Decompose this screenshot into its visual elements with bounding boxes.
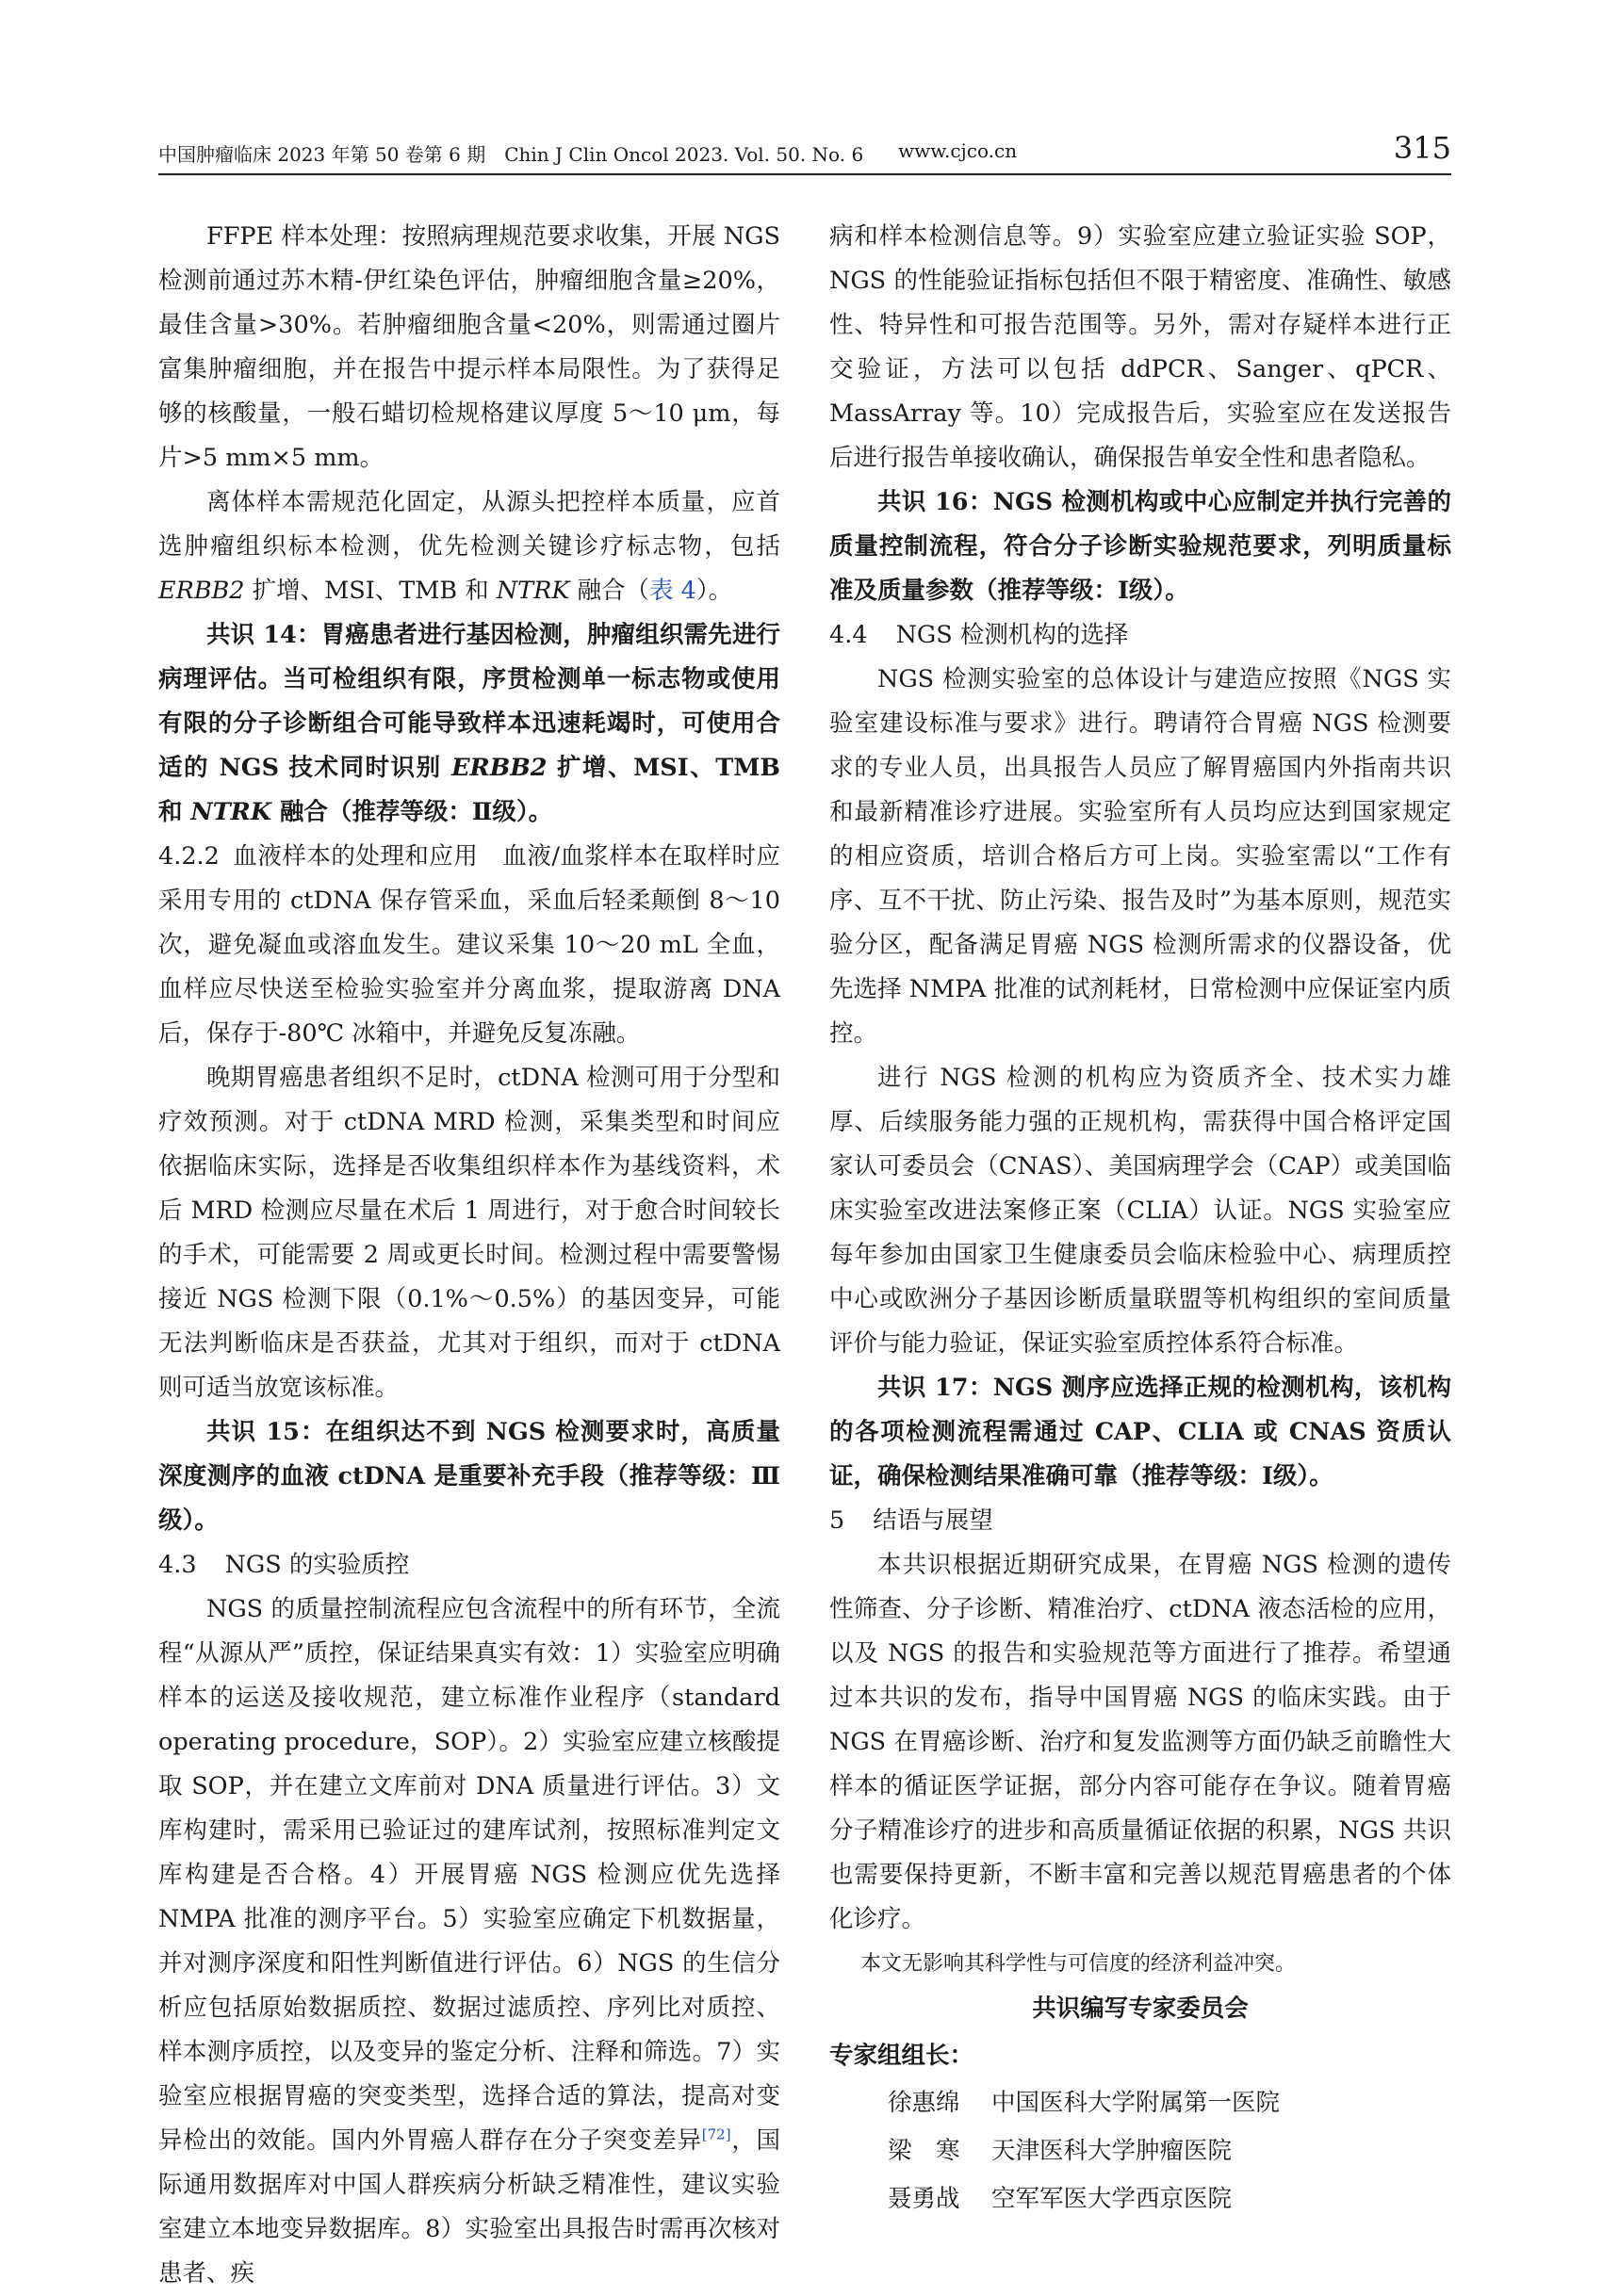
- table-4-link[interactable]: 表 4: [649, 577, 696, 605]
- gene-name: ERBB2: [158, 577, 245, 605]
- section-4-3-heading: [158, 1543, 780, 1588]
- text-run: 融合（: [569, 577, 650, 605]
- qc-paragraph: [158, 1588, 780, 2296]
- lab-design-paragraph: NGS 检测实验室的总体设计与建造应按照《NGS 实验室建设标准与要求》进行。聘请符合胃癌 NGS 检测要求的专业人员，出具报告人员应了解胃癌国内外指南共识和最新精准诊疗进展。实验室所有人员均应达到国家规定的相应资质，培训合格后方可上岗。实验室需以“工作有序、互不干扰、防止污染、报告及时”为基本原则，规范实验分区，配备满足胃癌 NGS 检测所需求的仪器设备，优先选择 NMPA 批准的试剂耗材，日常检测中应保证室内质控。: [829, 665, 1451, 1048]
- section-number: 4.4: [829, 621, 868, 649]
- ctdna-paragraph: 晚期胃癌患者组织不足时，ctDNA 检测可用于分型和疗效预测。对于 ctDNA MRD 检测，采集类型和时间应依据临床实际，选择是否收集组织样本作为基线资料，术后 MRD 检测应尽量在术后 1 周进行，对于愈合时间较长的手术，可能需要 2 周或更长时间。检测过程中需要警惕接近 NGS 检测下限（0.1%～0.5%）的基因变异，可能无法判断临床是否获益，尤其对于组织，而对于 ctDNA 则可适当放宽该标准。: [158, 1064, 780, 1402]
- group-leader-label: 专家组组长：: [829, 2042, 974, 2070]
- gene-name: NTRK: [496, 577, 570, 605]
- text-run: ）。: [695, 577, 733, 605]
- section-4-4-heading: [829, 613, 1451, 658]
- text-run: 离体样本需规范化固定，从源头把控样本质量，应首选肿瘤组织标本检测，优先检测关键诊疗标志物，包括: [158, 488, 780, 561]
- page-number: 315: [1393, 130, 1451, 166]
- member-org: 空军军医大学西京医院: [991, 2185, 1233, 2213]
- consensus-14: [158, 613, 780, 835]
- header-rule: [158, 173, 1451, 175]
- journal-url[interactable]: www.cjco.cn: [898, 139, 1018, 162]
- section-title: 结语与展望: [873, 1506, 993, 1535]
- section-number: 5: [829, 1506, 845, 1535]
- left-column: [158, 215, 780, 2296]
- text-run: 扩增、MSI、TMB 和: [244, 577, 497, 605]
- section-title: NGS 的实验质控: [224, 1551, 410, 1579]
- section-text: 血液/血浆样本在取样时应采用专用的 ctDNA 保存管采血，采血后轻柔颠倒 8～10 次，避免凝血或溶血发生。建议采集 10～20 mL 全血，血样应尽快送至检验实验室并分离血浆，提取游离 DNA 后，保存于-80℃ 冰箱中，并避免反复冻融。: [158, 842, 780, 1048]
- member-row: [829, 2175, 1451, 2223]
- committee-title: 共识编写专家委员会: [1032, 1995, 1249, 2023]
- conclusion-paragraph: 本共识根据近期研究成果，在胃癌 NGS 检测的遗传性筛查、分子诊断、精准治疗、ctDNA 液态活检的应用，以及 NGS 的报告和实验规范等方面进行了推荐。希望通过本共识的发布，指导中国胃癌 NGS 的临床实践。由于 NGS 在胃癌诊断、治疗和复发监测等方面仍缺乏前瞻性大样本的循证医学证据，部分内容可能存在争议。随着胃癌分子精准诊疗的进步和高质量循证依据的积累，NGS 共识也需要保持更新，不断丰富和完善以规范胃癌患者的个体化诊疗。: [829, 1551, 1451, 1933]
- consensus-17: 共识 17：NGS 测序应选择正规的检测机构，该机构的各项检测流程需通过 CAP、CLIA 或 CNAS 资质认证，确保检测结果准确可靠（推荐等级：Ⅰ级）。: [829, 1374, 1451, 1490]
- reference-72[interactable]: [72]: [701, 2125, 731, 2143]
- gene-name: NTRK: [190, 798, 272, 826]
- journal-citation: 中国肿瘤临床 2023 年第 50 卷第 6 期 Chin J Clin Oncol 2023. Vol. 50. No. 6: [158, 143, 864, 166]
- section-4-2-2: [158, 835, 780, 1056]
- qc-continued-paragraph: 病和样本检测信息等。9）实验室应建立验证实验 SOP，NGS 的性能验证指标包括但不限于精密度、准确性、敏感性、特异性和可报告范围等。另外，需对存疑样本进行正交验证，方法可以包括 ddPCR、Sanger、qPCR、MassArray 等。10）完成报告后，实验室应在发送报告后进行报告单接收确认，确保报告单安全性和患者隐私。: [829, 222, 1451, 472]
- conflict-of-interest: 本文无影响其科学性与可信度的经济利益冲突。: [860, 1952, 1297, 1976]
- member-list: [829, 2079, 1451, 2223]
- member-name: 梁 寒: [888, 2137, 960, 2165]
- consensus-16: 共识 16：NGS 检测机构或中心应制定并执行完善的质量控制流程，符合分子诊断实验规范要求，列明质量标准及质量参数（推荐等级：Ⅰ级）。: [829, 488, 1451, 605]
- member-name: 聂勇战: [888, 2185, 960, 2213]
- ffpe-paragraph: FFPE 样本处理：按照病理规范要求收集，开展 NGS 检测前通过苏木精-伊红染色评估，肿瘤细胞含量≥20%，最佳含量>30%。若肿瘤细胞含量<20%，则需通过圈片富集肿瘤细胞，并在报告中提示样本局限性。为了获得足够的核酸量，一般石蜡切检规格建议厚度 5～10 μm，每片>5 mm×5 mm。: [158, 222, 780, 472]
- gene-name: ERBB2: [451, 754, 548, 782]
- right-column: [829, 215, 1451, 2223]
- section-number: 4.2.2: [158, 842, 220, 871]
- consensus-15: 共识 15：在组织达不到 NGS 检测要求时，高质量深度测序的血液 ctDNA 是重要补充手段（推荐等级：Ⅲ级）。: [158, 1418, 780, 1535]
- running-header: [158, 130, 1451, 168]
- specimen-paragraph: [158, 480, 780, 613]
- text-run: 共识 14：胃癌患者进行基因检测，肿瘤组织需先进行病理评估。当可检组织有限，序贯检测单一标志物或使用有限的分子诊断组合可能导致样本迅速耗竭时，可使用合适的 NGS 技术同时识别: [158, 621, 780, 782]
- member-name: 徐惠绵: [888, 2089, 960, 2117]
- institution-paragraph: 进行 NGS 检测的机构应为资质齐全、技术实力雄厚、后续服务能力强的正规机构，需获得中国合格评定国家认可委员会（CNAS）、美国病理学会（CAP）或美国临床实验室改进法案修正案（CLIA）认证。NGS 实验室应每年参加由国家卫生健康委员会临床检验中心、病理质控中心或欧洲分子基因诊断质量联盟等机构组织的室间质量评价与能力验证，保证实验室质控体系符合标准。: [829, 1064, 1451, 1358]
- member-org: 中国医科大学附属第一医院: [991, 2089, 1281, 2117]
- section-number: 4.3: [158, 1551, 197, 1579]
- member-org: 天津医科大学肿瘤医院: [991, 2137, 1233, 2165]
- text-run: NGS 的质量控制流程应包含流程中的所有环节，全流程“从源从严”质控，保证结果真实有效：1）实验室应明确样本的运送及接收规范，建立标准作业程序（standard operating procedure，SOP）。2）实验室应建立核酸提取 SOP，并在建立文库前对 DNA 质量进行评估。3）文库构建时，需采用已验证过的建库试剂，按照标准判定文库构建是否合格。4）开展胃癌 NGS 检测应优先选择 NMPA 批准的测序平台。5）实验室应确定下机数据量，并对测序深度和阳性判断值进行评估。6）NGS 的生信分析应包括原始数据质控、数据过滤质控、序列比对质控、样本测序质控，以及变异的鉴定分析、注释和筛选。7）实验室应根据胃癌的突变类型，选择合适的算法，提高对变异检出的效能。国内外胃癌人群存在分子突变差异: [158, 1595, 780, 2155]
- text-run: 融合（推荐等级：Ⅱ级）。: [271, 798, 553, 826]
- text-run: 扩增、MSI、TMB 和: [158, 754, 780, 826]
- member-row: [829, 2127, 1451, 2175]
- text-run: ，国际通用数据库对中国人群疾病分析缺乏精准性，建议实验室建立本地变异数据库。8）实验室出具报告时需再次核对患者、疾: [158, 2126, 780, 2288]
- section-title: NGS 检测机构的选择: [895, 621, 1129, 649]
- section-5-heading: [829, 1499, 1451, 1543]
- member-row: [829, 2079, 1451, 2127]
- section-title: 血液样本的处理和应用: [232, 842, 479, 871]
